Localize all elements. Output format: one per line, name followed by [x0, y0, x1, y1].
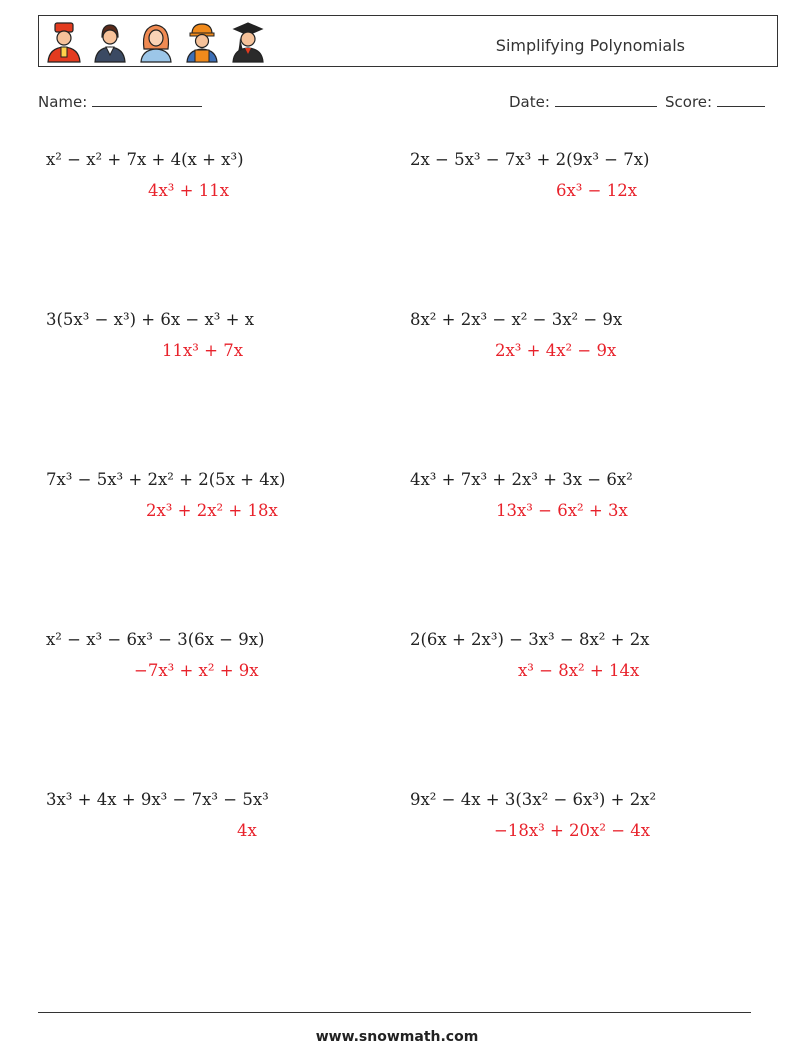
- score-line[interactable]: [717, 94, 765, 107]
- problem-4: 8x² + 2x³ − x² − 3x² − 9x: [410, 310, 623, 329]
- date-label: Date:: [509, 93, 550, 111]
- answer-10: −18x³ + 20x² − 4x: [494, 821, 651, 840]
- graduate-avatar-icon: [229, 21, 267, 63]
- footer-website: www.snowmath.com: [315, 1029, 479, 1045]
- name-line[interactable]: [92, 94, 202, 107]
- answer-2: 6x³ − 12x: [556, 181, 638, 200]
- problem-3: 3(5x³ − x³) + 6x − x³ + x: [46, 310, 254, 329]
- problem-8: 2(6x + 2x³) − 3x³ − 8x² + 2x: [410, 630, 650, 649]
- problem-10: 9x² − 4x + 3(3x² − 6x³) + 2x²: [410, 790, 657, 809]
- chef-avatar-icon: [45, 21, 83, 63]
- problem-9: 3x³ + 4x + 9x³ − 7x³ − 5x³: [46, 790, 269, 809]
- answer-5: 2x³ + 2x² + 18x: [146, 501, 278, 520]
- score-field: [665, 93, 765, 111]
- problem-1: x² − x² + 7x + 4(x + x³): [46, 150, 244, 169]
- answer-4: 2x³ + 4x² − 9x: [495, 341, 617, 360]
- woman-avatar-icon: [137, 21, 175, 63]
- answer-1: 4x³ + 11x: [148, 181, 230, 200]
- name-field: [38, 93, 202, 111]
- worksheet-title: Simplifying Polynomials: [495, 36, 685, 55]
- name-label: Name:: [38, 93, 88, 111]
- problem-6: 4x³ + 7x³ + 2x³ + 3x − 6x²: [410, 470, 633, 489]
- answer-9: 4x: [237, 821, 257, 840]
- worker-avatar-icon: [183, 21, 221, 63]
- problem-7: x² − x³ − 6x³ − 3(6x − 9x): [46, 630, 265, 649]
- footer-divider: [38, 1012, 751, 1013]
- score-label: Score:: [665, 93, 713, 111]
- avatar-strip: [45, 21, 267, 63]
- answer-6: 13x³ − 6x² + 3x: [496, 501, 628, 520]
- worksheet-header: [38, 15, 778, 67]
- date-field: [509, 93, 657, 111]
- problem-2: 2x − 5x³ − 7x³ + 2(9x³ − 7x): [410, 150, 650, 169]
- answer-7: −7x³ + x² + 9x: [134, 661, 259, 680]
- businesswoman-avatar-icon: [91, 21, 129, 63]
- answer-8: x³ − 8x² + 14x: [518, 661, 640, 680]
- problem-5: 7x³ − 5x³ + 2x² + 2(5x + 4x): [46, 470, 286, 489]
- answer-3: 11x³ + 7x: [162, 341, 244, 360]
- date-line[interactable]: [555, 94, 657, 107]
